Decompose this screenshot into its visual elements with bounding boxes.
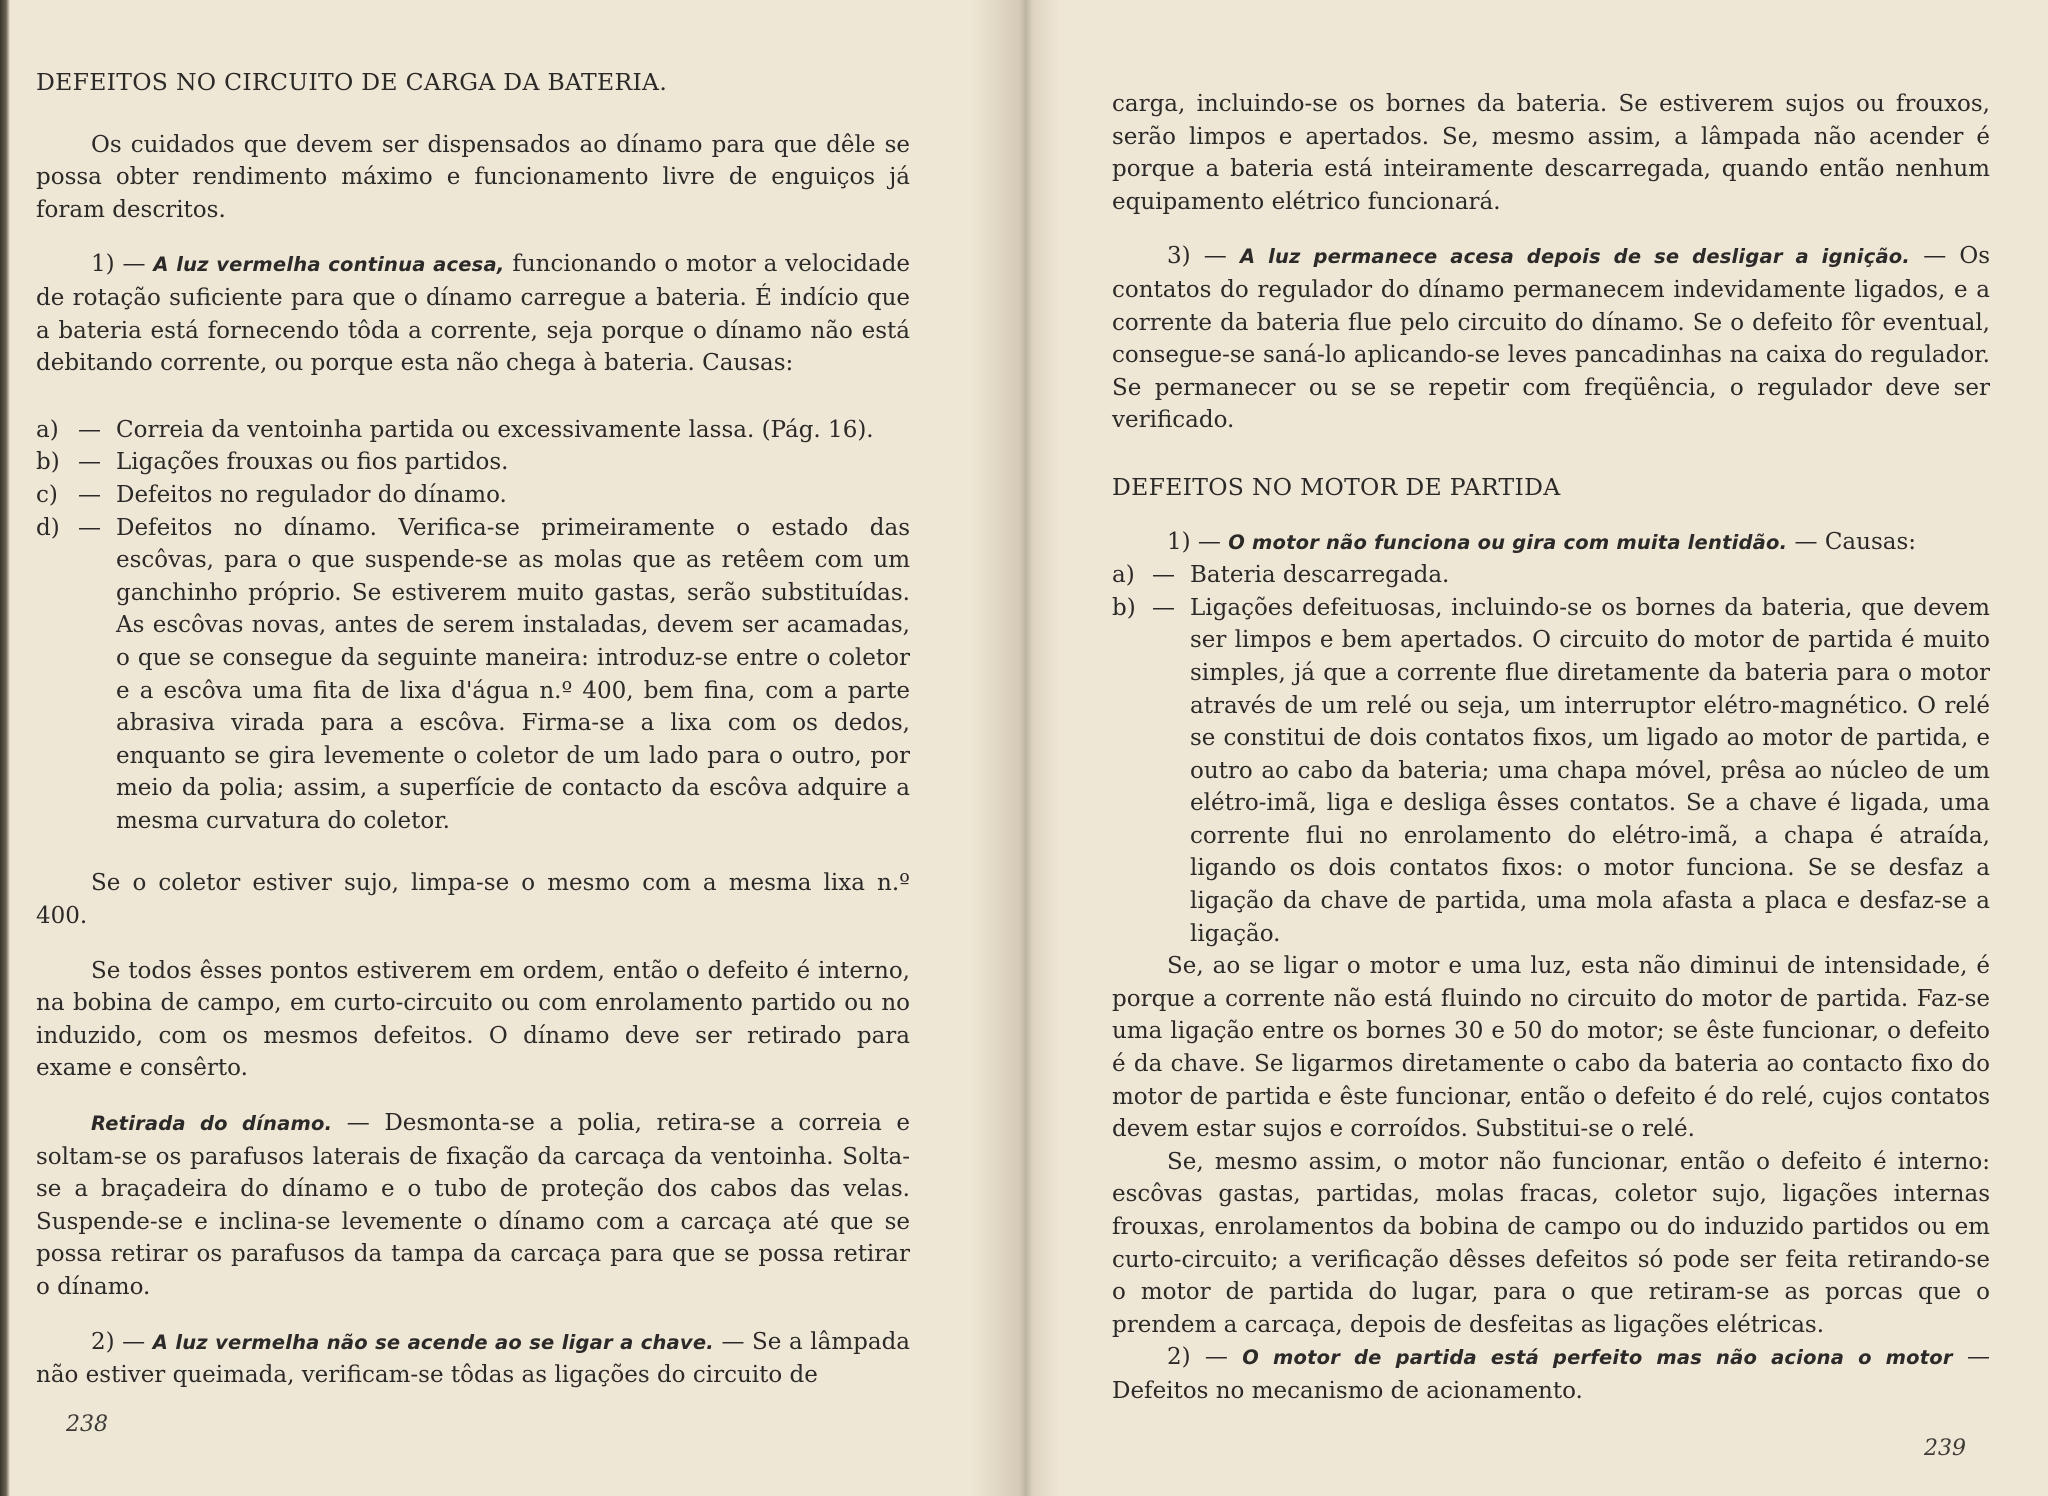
motor-cause-a [1112,559,1990,592]
book-edge [0,0,10,1496]
section-heading-battery-charge: DEFEITOS NO CIRCUITO DE CARGA DA BATERIA. [36,68,668,96]
item-3-paragraph [1112,240,1990,437]
cause-d [36,512,910,838]
motor-item-1-paragraph [1112,526,1990,560]
item-2-number: 2) — [91,1328,146,1355]
dynamo-removal-paragraph [36,1107,910,1304]
item-2-title: A luz vermelha não se acende ao se ligar a chave. [152,1330,714,1354]
cause-b [36,446,910,479]
dynamo-removal-text: — Desmonta-se a polia, retira-se a correia e soltam-se os parafusos laterais de fixação da carcaça da ventoinha. Solta-se a braçadeira do dínamo e o tubo de proteção dos cabos das velas. Suspende-se e inclina-se levemente o dínamo com a carcaça até que se possa retirar os parafusos da tampa da carcaça para que se possa retirar o dínamo. [36,1110,911,1300]
motor-item-1-number: 1) — [1167,528,1221,555]
coletor-paragraph: Se o coletor estiver sujo, limpa-se o mesmo com a mesma lixa n.º 400. [36,870,910,930]
motor-item-2-title: O motor de partida está perfeito mas não aciona o motor [1242,1346,1953,1370]
cause-marker: d) [36,514,60,541]
section-heading-starter-motor: DEFEITOS NO MOTOR DE PARTIDA [1112,472,1561,501]
motor-item-1-title: O motor não funciona ou gira com muita lentidão. [1228,530,1788,554]
cause-marker: a) [36,416,59,443]
page-number-left: 238 [66,1412,108,1437]
cause-dash: — [1152,594,1175,621]
cause-dash: — [1152,562,1175,589]
cause-dash: — [78,514,101,541]
cause-a [36,414,910,447]
cause-text: Defeitos no regulador do dínamo. [116,481,507,508]
right-page-text [1112,88,1990,1408]
motor-item-1-text: — Causas: [1794,528,1917,555]
left-page-text [36,66,910,1392]
cause-text: Ligações defeituosas, incluindo-se os bornes da bateria, que devem ser limpos e bem apertados. O circuito do motor de partida é muito simples, já que a corrente flue diretamente da bateria para o motor através de um relé ou seja, um interruptor elétro-magnético. O relé se constitui de dois contatos fixos, um ligado ao motor de partida, e outro ao cabo da bateria; uma chapa móvel, prêsa ao núcleo de um elétro-imã, liga e desliga êsses contatos. Se a chave é ligada, uma corrente flui no enrolamento do elétro-imã, a chapa é atraída, ligando os dois contatos fixos: o motor funciona. Se se desfaz a ligação da chave de partida, uma mola afasta a placa e desfaz-se a ligação. [1190,594,1990,947]
motor-item-2-paragraph [1112,1341,1990,1407]
internal-motor-defect-paragraph: Se, mesmo assim, o motor não funcionar, então o defeito é interno: escôvas gastas, partidas, molas fracas, coletor sujo, ligações internas frouxas, enrolamentos da bobina de campo ou do induzido partidos ou em curto-circuito; a verificação dêsses defeitos só pode ser feita retirando-se o motor de partida do lugar, para o que retiram-se as porcas que o prendem a carcaça, depois de desfeitas as ligações elétricas. [1112,1148,1990,1338]
light-test-paragraph: Se, ao se ligar o motor e uma luz, esta não diminui de intensidade, é porque a corrente não está fluindo no circuito do motor de partida. Faz-se uma ligação entre os bornes 30 e 50 do motor; se êste funcionar, o defeito é da chave. Se ligarmos diretamente o cabo da bateria ao contacto fixo do motor de partida e êste funcionar, então o defeito é do relé, cujos contatos devem estar sujos e corroídos. Substitui-se o relé. [1112,953,1990,1143]
intro-paragraph: Os cuidados que devem ser dispensados ao dínamo para que dêle se possa obter rendimento máximo e funcionamento livre de enguiços já foram descritos. [36,131,910,223]
cause-marker: b) [36,449,60,476]
motor-item-2-number: 2) — [1167,1344,1228,1371]
cause-marker: b) [1112,594,1136,621]
cause-dash: — [78,449,101,476]
item-1-number: 1) — [91,251,146,278]
cause-dash: — [78,481,101,508]
item-2-text: — Se a lâmpada não estiver queimada, verificam-se tôdas as ligações do circuito de [36,1328,911,1389]
item-3-title: A luz permanece acesa depois de se desligar a ignição. [1239,245,1911,269]
dynamo-removal-title: Retirada do dínamo. [91,1112,333,1136]
cause-c [36,479,910,512]
cause-marker: c) [36,481,58,508]
page-number-right: 239 [1924,1436,1966,1461]
item-3-text: — Os contatos do regulador do dínamo permanecem indevidamente ligados, e a corrente da bateria flue pelo circuito do dínamo. Se o defeito fôr eventual, consegue-se saná-lo aplicando-se leves pancadinhas na caixa do regulador. Se permanecer ou se se repetir com freqüência, o regulador deve ser verificado. [1112,243,1991,434]
cause-text: Defeitos no dínamo. Verifica-se primeiramente o estado das escôvas, para o que suspende-se as molas que as retêem com um ganchinho próprio. Se estiverem muito gastas, serão substituídas. As escôvas novas, antes de serem instaladas, devem ser acamadas, o que se consegue da seguinte maneira: introduz-se entre o coletor e a escôva uma fita de lixa d'água n.º 400, bem fina, com a parte abrasiva virada para a escôva. Firma-se a lixa com os dedos, enquanto se gira levemente o coletor de um lado para o outro, por meio da polia; assim, a superfície de contacto da escôva adquire a mesma curvatura do coletor. [116,514,910,834]
cause-text: Correia da ventoinha partida ou excessivamente lassa. (Pág. 16). [116,416,874,443]
cause-marker: a) [1112,562,1135,589]
item-1-paragraph [36,248,910,379]
motor-item-2-text: — Defeitos no mecanismo de acionamento. [1112,1344,1991,1404]
motor-cause-b [1112,592,1990,951]
item-3-number: 3) — [1167,243,1227,270]
continuation-paragraph: carga, incluindo-se os bornes da bateria. Se estiverem sujos ou frouxos, serão limpos e apertados. Se, mesmo assim, a lâmpada não acender é porque a bateria está inteiramente descarregada, quando então nenhum equipamento elétrico funcionará. [1112,91,1990,215]
cause-dash: — [78,416,101,443]
item-1-title: A luz vermelha continua acesa, [153,253,505,277]
cause-text: Bateria descarregada. [1190,562,1450,589]
internal-defect-paragraph: Se todos êsses pontos estiverem em ordem, então o defeito é interno, na bobina de campo, em curto-circuito ou com enrolamento partido ou no induzido, com os mesmos defeitos. O dínamo deve ser retirado para exame e consêrto. [36,957,910,1082]
item-2-paragraph [36,1326,910,1392]
item-1-text: funcionando o motor a velocidade de rotação suficiente para que o dínamo carregue a bateria. É indício que a bateria está fornecendo tôda a corrente, seja porque o dínamo não está debitando corrente, ou porque esta não chega à bateria. Causas: [36,251,911,377]
cause-text: Ligações frouxas ou fios partidos. [116,449,509,476]
